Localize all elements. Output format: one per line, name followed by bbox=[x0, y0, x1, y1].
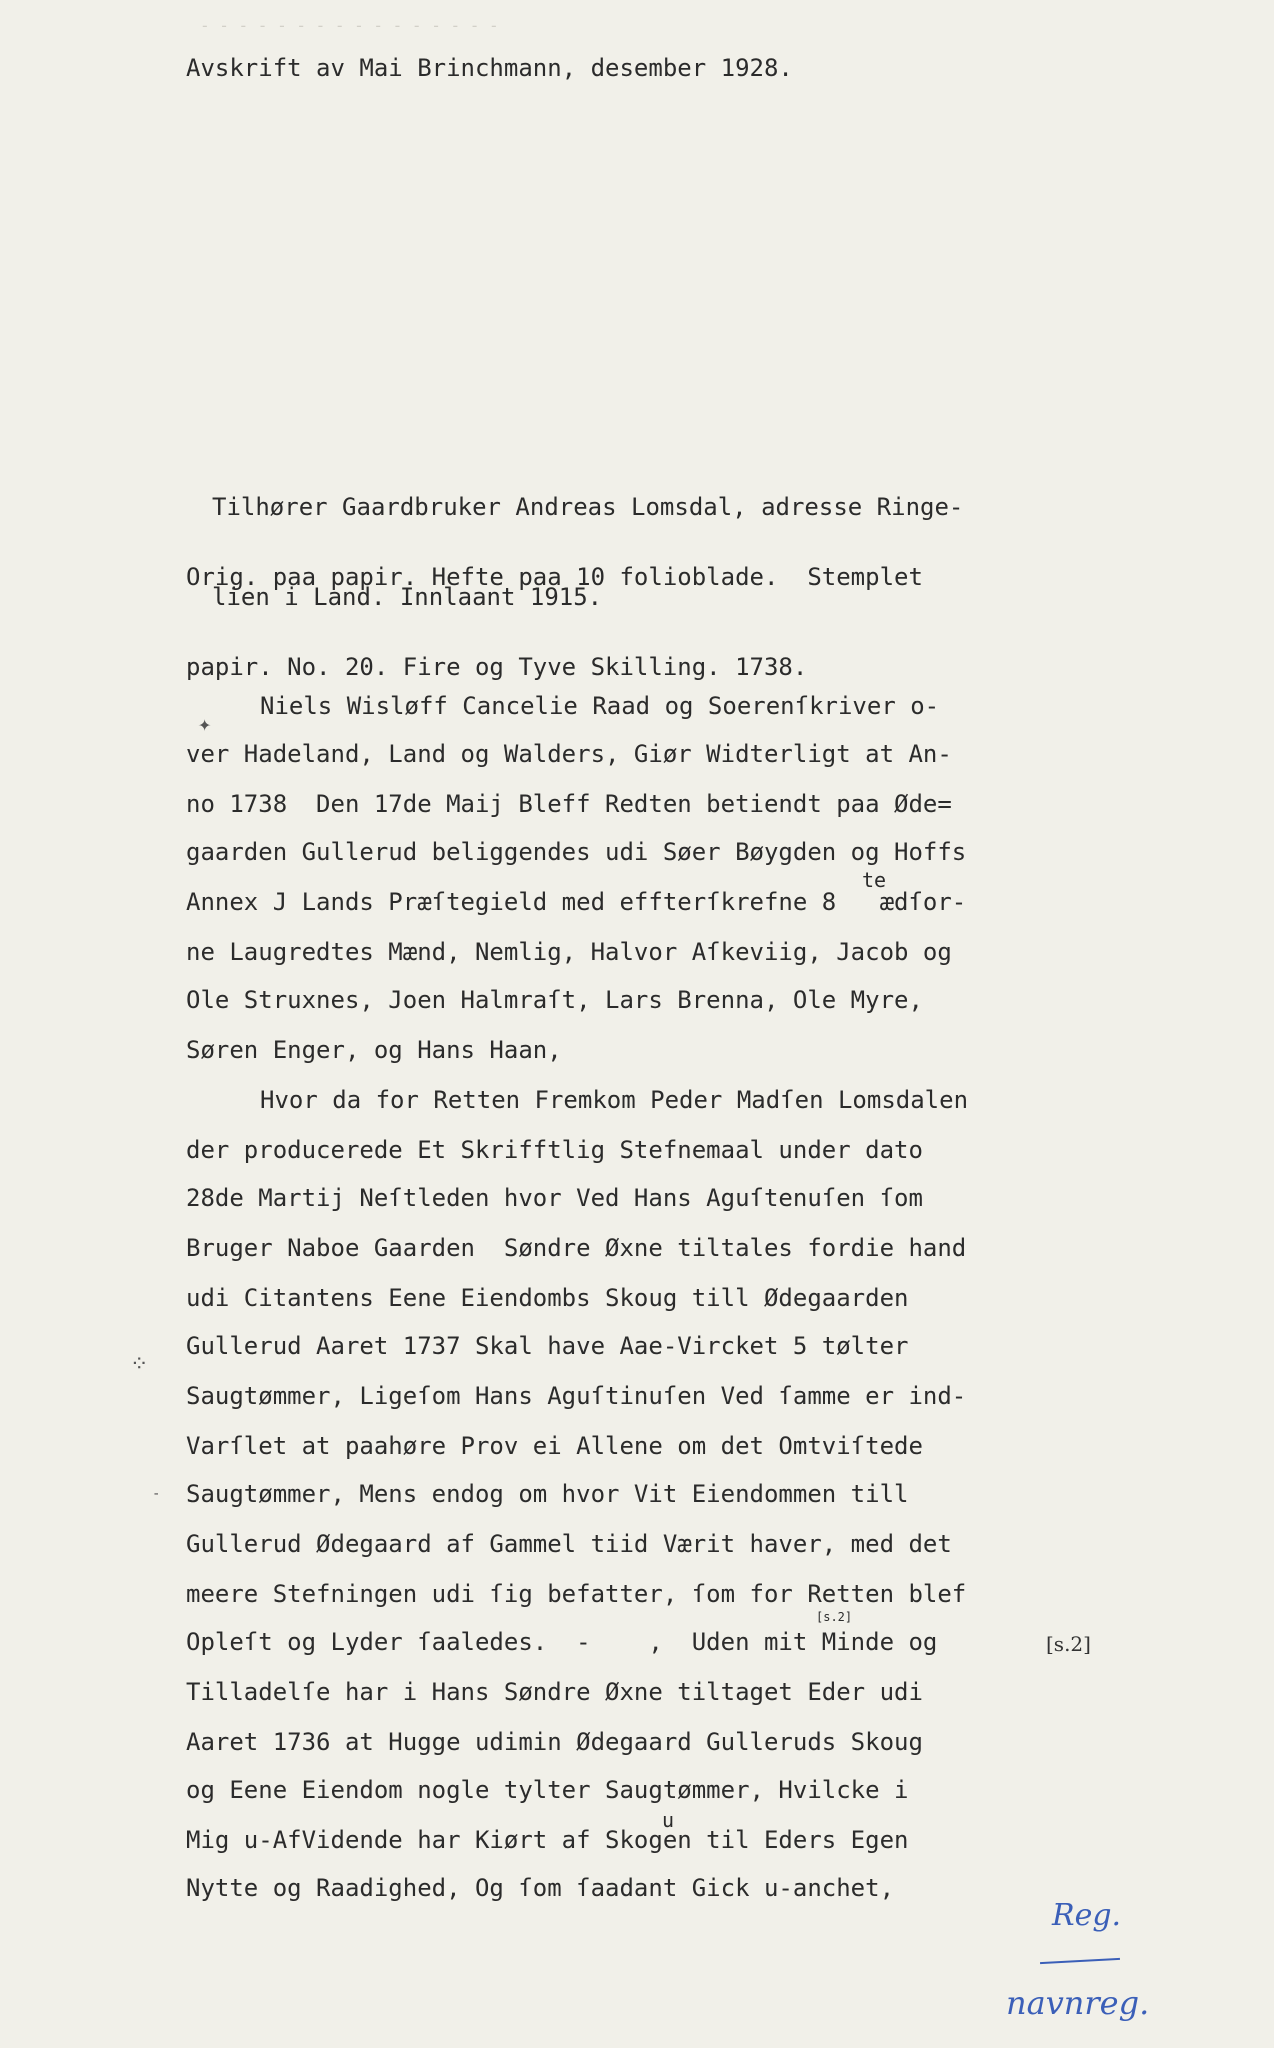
text-line: gaarden Gullerud beliggendes udi Søer Bøygden og Hoffs bbox=[186, 838, 967, 866]
orig-line-1: Orig. paa papir. Hefte paa 10 folioblade. Stemplet bbox=[186, 563, 923, 591]
text-line: Ole Struxnes, Joen Halmraſt, Lars Brenna, Ole Myre, bbox=[186, 986, 923, 1014]
text-line: Søren Enger, og Hans Haan, bbox=[186, 1036, 562, 1064]
text-line: Hvor da for Retten Fremkom Peder Madſen Lomsdalen bbox=[260, 1086, 969, 1114]
margin-mark: ✦ bbox=[198, 712, 212, 737]
text-line: Varſlet at paahøre Prov ei Allene om det Omtviſtede bbox=[186, 1432, 923, 1460]
text-line: Saugtømmer, Mens endog om hvor Vit Eiendommen till bbox=[186, 1480, 909, 1508]
handwritten-reg: Reg. bbox=[1052, 1898, 1122, 1933]
text-line: Nytte og Raadighed, Og ſom ſaadant Gick u-anchet, bbox=[186, 1874, 895, 1902]
text-line: 28de Martij Neſtleden hvor Ved Hans Aguſtenuſen ſom bbox=[186, 1184, 923, 1212]
text-line: ver Hadeland, Land og Walders, Giør Widterligt at An- bbox=[186, 740, 952, 768]
text-line: Bruger Naboe Gaarden Søndre Øxne tiltales fordie hand bbox=[186, 1234, 967, 1262]
margin-mark: ⁘ bbox=[130, 1352, 149, 1377]
handwritten-underline bbox=[1040, 1958, 1120, 1964]
text-line: Mig u-AfVidende har Kiørt af Skogen til Eders Egen bbox=[186, 1826, 909, 1854]
text-line: Saugtømmer, Ligeſom Hans Aguſtinuſen Ved ſamme er ind- bbox=[186, 1382, 967, 1410]
bleed-through-text: - - - - - - - - - - - - - - - - bbox=[200, 16, 499, 35]
text-line: Opleſt og Lyder ſaaledes. - , Uden mit Minde og bbox=[186, 1628, 938, 1656]
transcription-header: Avskrift av Mai Brinchmann, desember 1928. bbox=[186, 54, 793, 82]
handwritten-navnreg: navnreg. bbox=[1006, 1984, 1150, 2022]
text-line: udi Citantens Eene Eiendombs Skoug till Ødegaarden bbox=[186, 1284, 909, 1312]
text-line: Annex J Lands Præſtegield med effterſkrefne 8 ædſor- bbox=[186, 888, 967, 916]
text-line: der producerede Et Skrifftlig Stefnemaal under dato bbox=[186, 1136, 923, 1164]
text-line: Aaret 1736 at Hugge udimin Ødegaard Gulleruds Skoug bbox=[186, 1728, 923, 1756]
text-line: og Eene Eiendom nogle tylter Saugtømmer, Hvilcke i bbox=[186, 1776, 909, 1804]
margin-mark: - bbox=[152, 1486, 161, 1502]
text-line: Niels Wisløff Cancelie Raad og Soerenſkriver o- bbox=[260, 692, 940, 720]
page-reference-note: [s.2] bbox=[1046, 1632, 1091, 1656]
superscript-te: te bbox=[862, 868, 887, 892]
text-line: ne Laugredtes Mænd, Nemlig, Halvor Aſkeviig, Jacob og bbox=[186, 938, 952, 966]
text-line: Tilladelſe har i Hans Søndre Øxne tiltaget Eder udi bbox=[186, 1678, 923, 1706]
orig-line-2: papir. No. 20. Fire og Tyve Skilling. 1738. bbox=[186, 653, 808, 681]
owner-line-2: lien i Land. Innlaant 1915. bbox=[212, 583, 603, 611]
owner-line-1: Tilhører Gaardbruker Andreas Lomsdal, adresse Ringe- bbox=[212, 493, 964, 521]
insertion-mark: [s.2] bbox=[816, 1610, 853, 1624]
text-line: meere Stefningen udi ſig befatter, ſom for Retten blef bbox=[186, 1580, 967, 1608]
superscript-u: u bbox=[662, 1808, 675, 1832]
text-line: Gullerud Aaret 1737 Skal have Aae-Vircket 5 tølter bbox=[186, 1332, 909, 1360]
text-line: Gullerud Ødegaard af Gammel tiid Værit haver, med det bbox=[186, 1530, 952, 1558]
text-line: no 1738 Den 17de Maij Bleff Redten betiendt paa Øde= bbox=[186, 790, 952, 818]
